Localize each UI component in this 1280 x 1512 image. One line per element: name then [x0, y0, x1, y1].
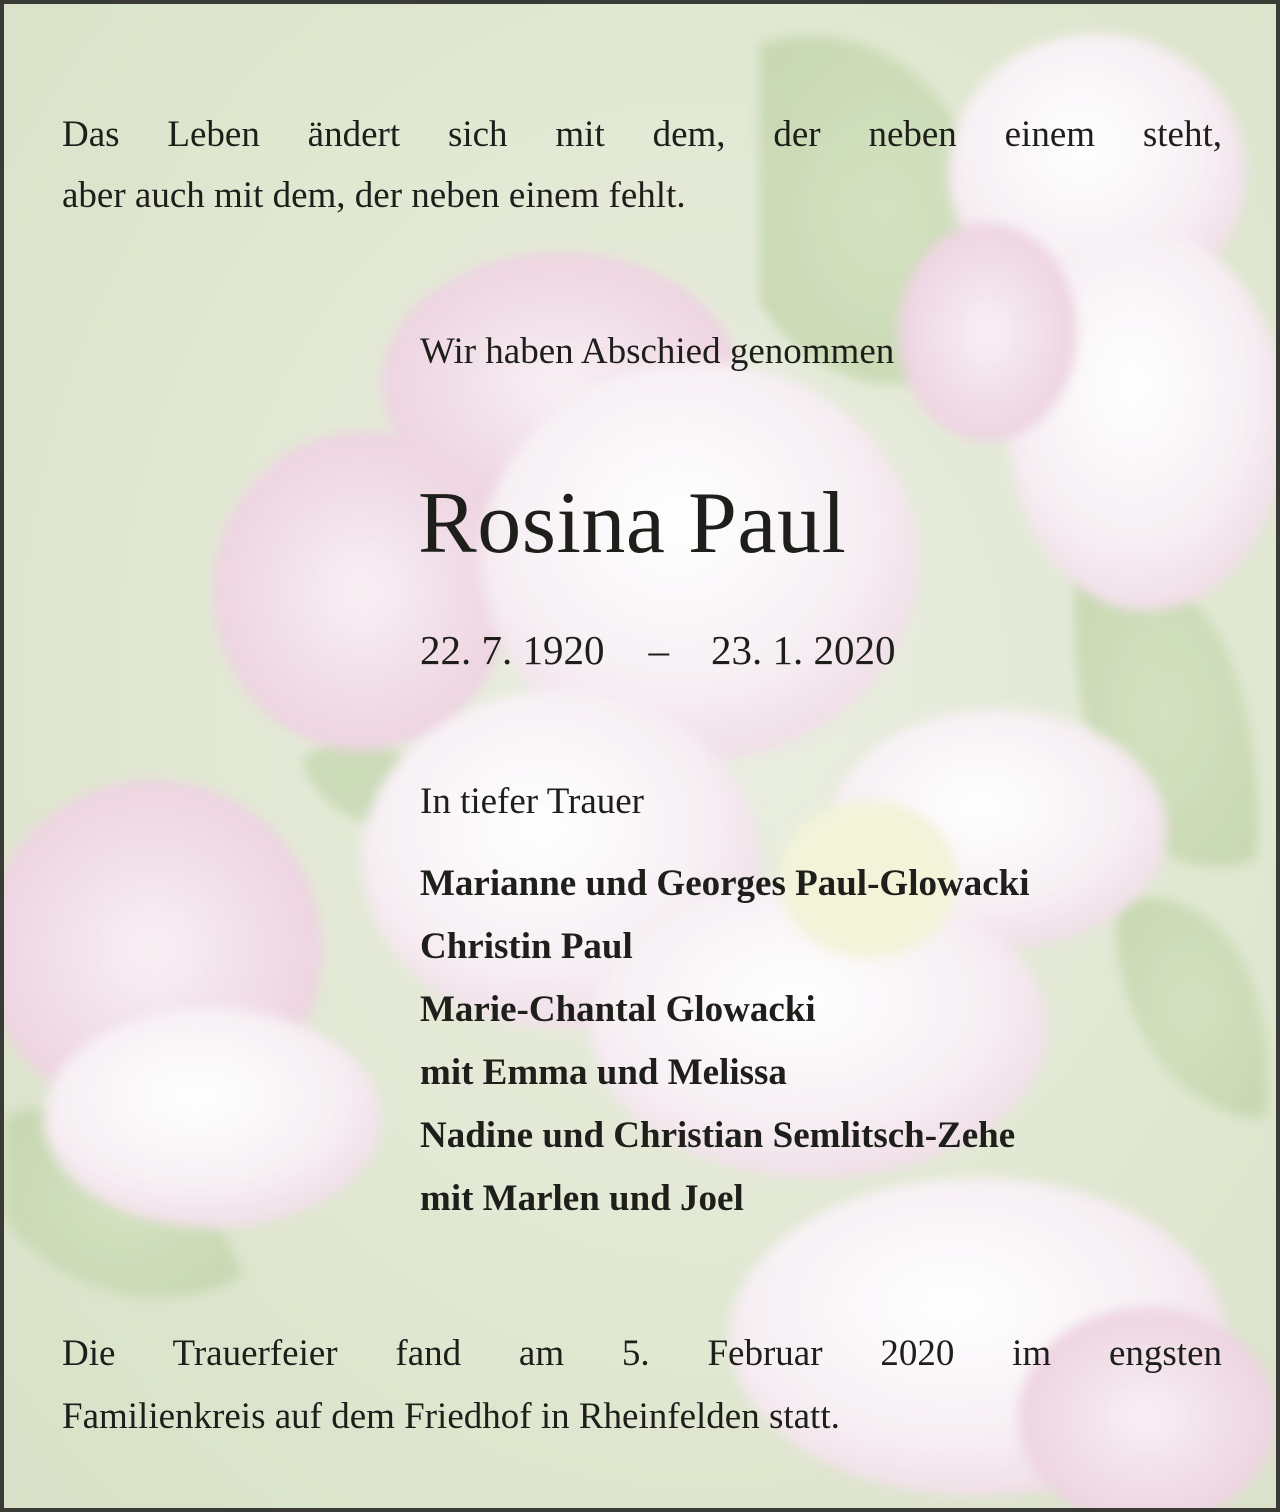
mourning-intro: In tiefer Trauer	[420, 781, 644, 822]
ceremony-line-2: Familienkreis auf dem Friedhof in Rheinfelden statt.	[62, 1396, 840, 1437]
quote-line-2: aber auch mit dem, der neben einem fehlt.	[62, 175, 686, 216]
deceased-name: Rosina Paul	[418, 475, 847, 572]
mourner-entry: Marie-Chantal Glowacki	[420, 989, 816, 1030]
ceremony-notice	[62, 1322, 1222, 1448]
birth-date: 22. 7. 1920	[420, 627, 605, 673]
mourner-entry: mit Emma und Melissa	[420, 1052, 787, 1093]
mourners-list	[420, 852, 1029, 1230]
mourner-entry: Nadine und Christian Semlitsch-Zehe	[420, 1115, 1016, 1156]
farewell-intro: Wir haben Abschied genommen	[420, 331, 895, 372]
ceremony-line-1: Die Trauerfeier fand am 5. Februar 2020 im engsten	[62, 1333, 1222, 1374]
death-date: 23. 1. 2020	[711, 627, 896, 673]
apple-blossom-background-image	[4, 4, 1276, 1508]
mourner-entry: Marianne und Georges Paul-Glowacki	[420, 863, 1030, 904]
life-dates	[420, 626, 896, 674]
quote-line-1: Das Leben ändert sich mit dem, der neben einem steht,	[62, 114, 1222, 155]
quote	[62, 104, 1222, 226]
mourner-entry: mit Marlen und Joel	[420, 1178, 744, 1219]
date-dash: –	[648, 627, 669, 673]
mourner-entry: Christin Paul	[420, 926, 633, 967]
